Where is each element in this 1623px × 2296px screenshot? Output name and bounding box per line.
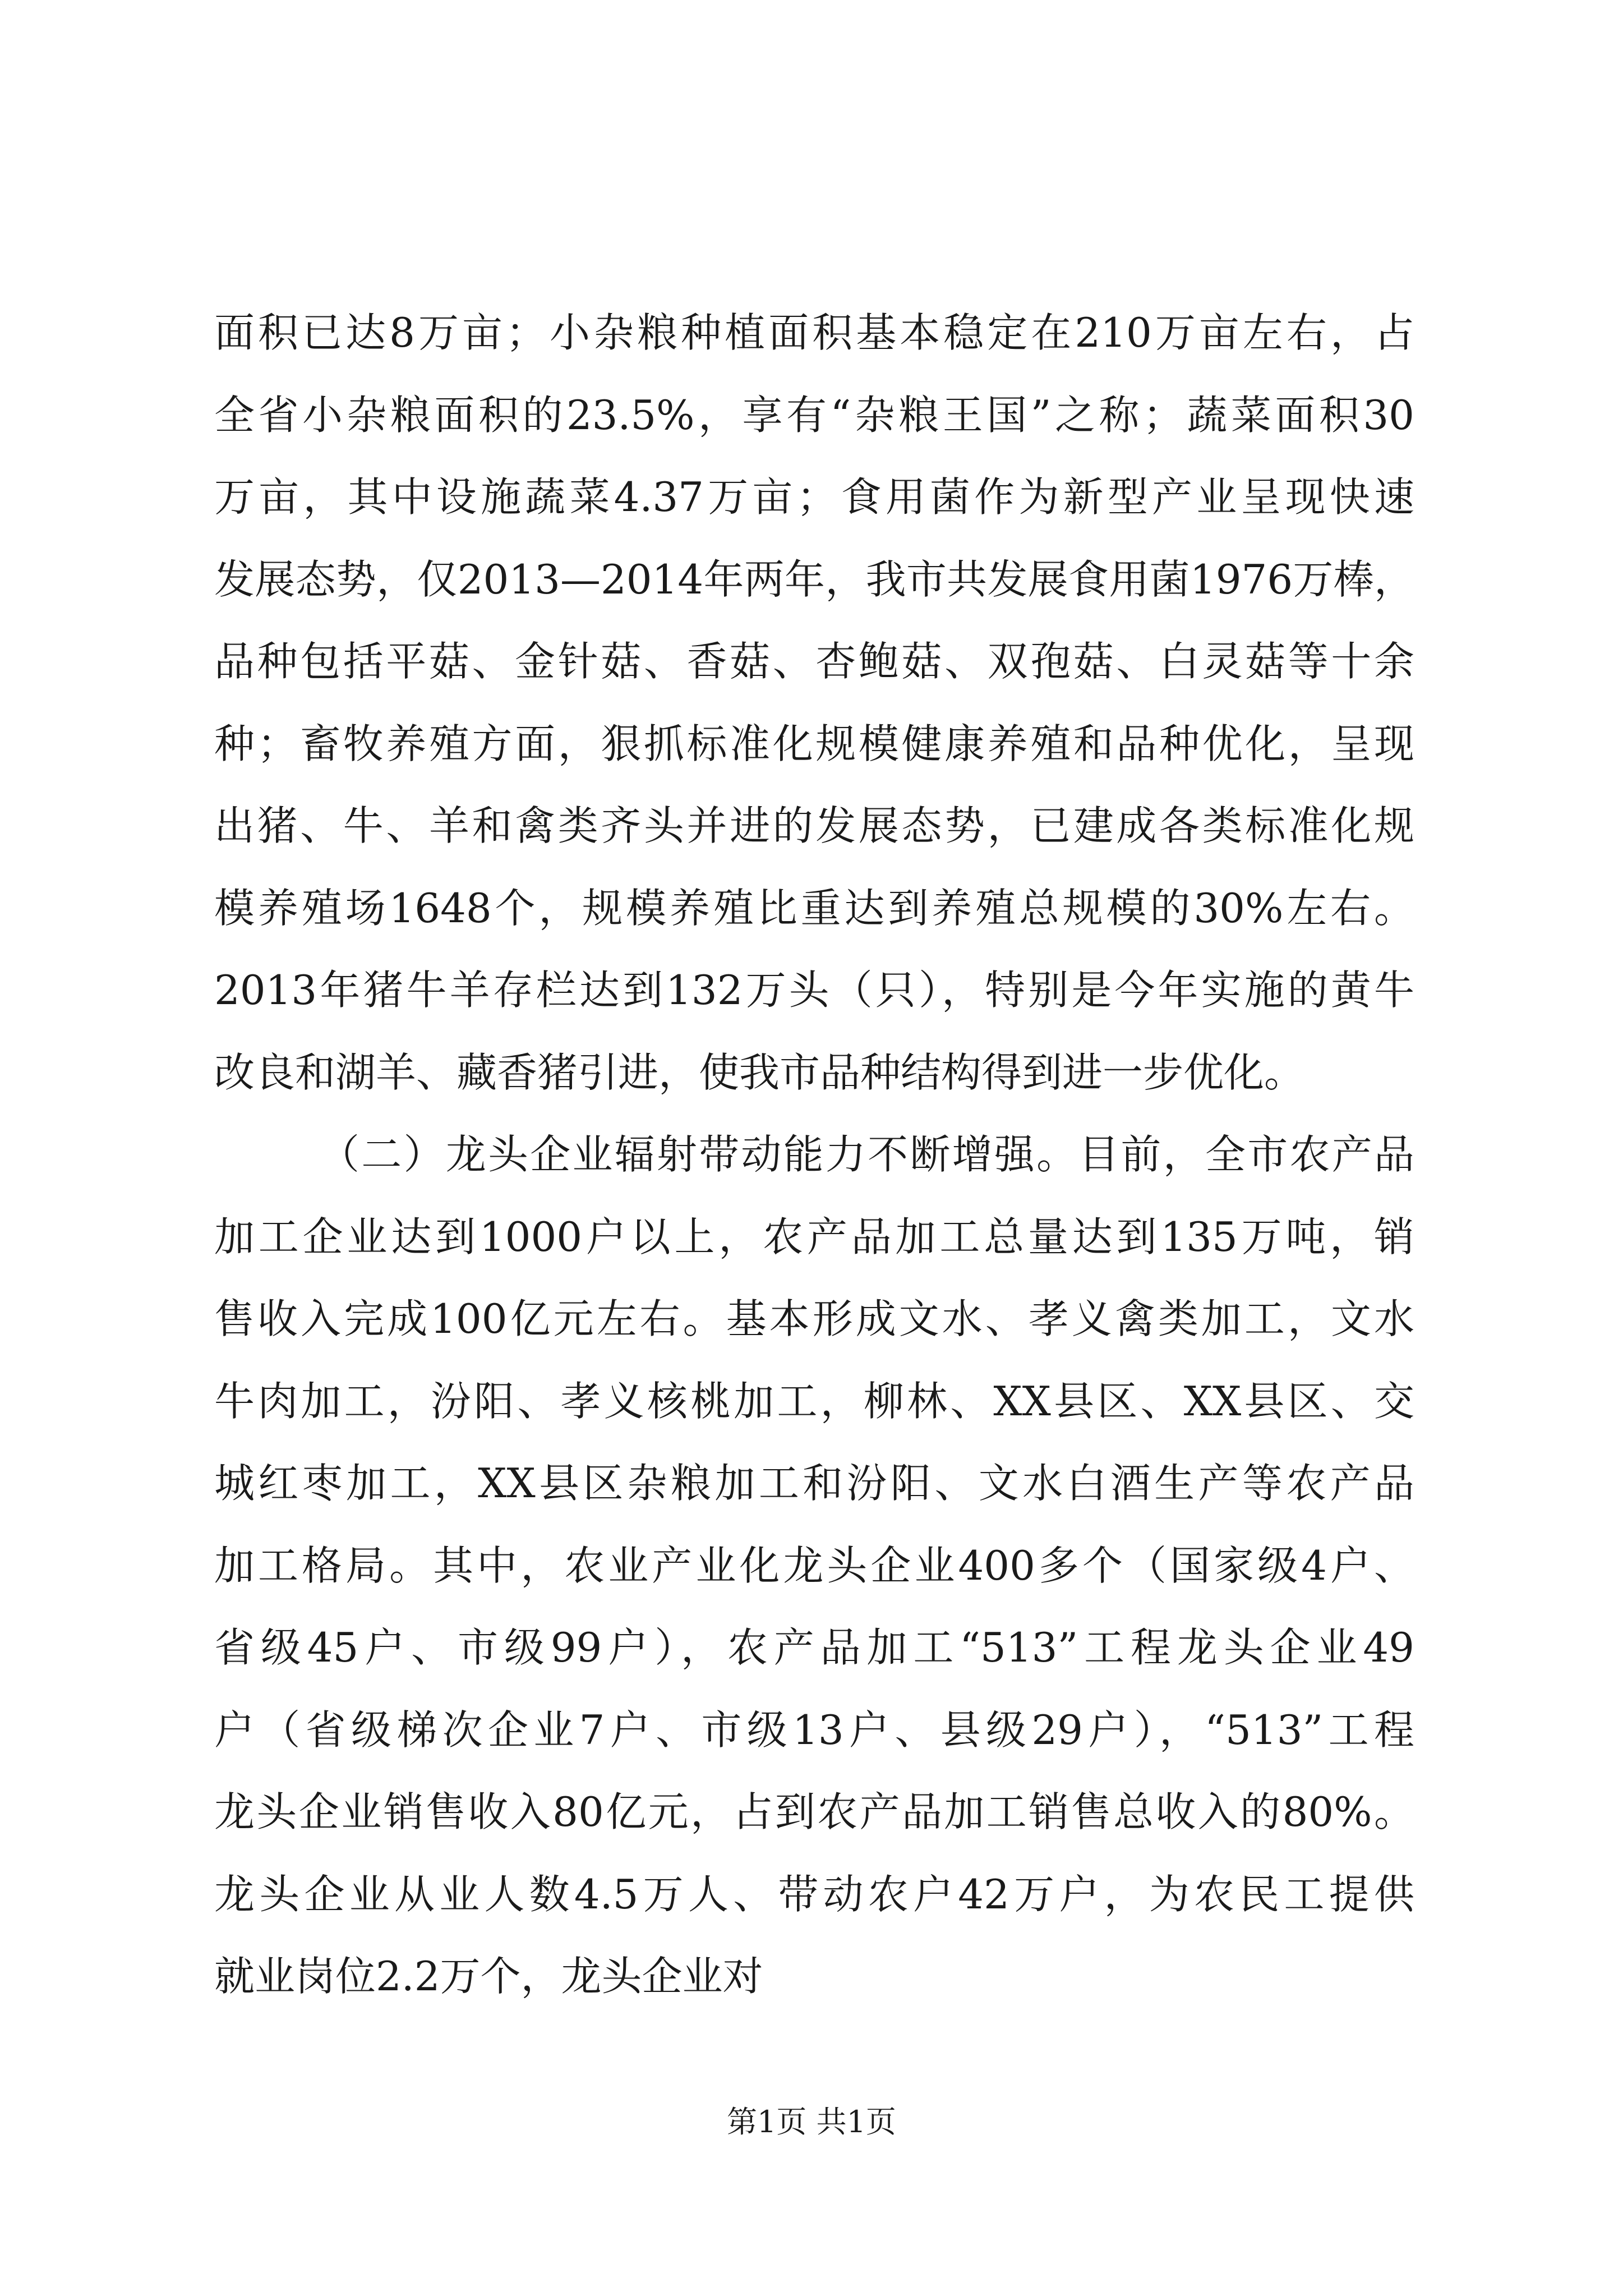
text-line: 户（省级梯次企业7户、市级13户、县级29户），“513”工程: [214, 1706, 1414, 1754]
text-line: 品种包括平菇、金针菇、香菇、杏鲍菇、双孢菇、白灵菇等十余: [214, 638, 1414, 685]
text-line: 城红枣加工，XX县区杂粮加工和汾阳、文水白酒生产等农产品: [214, 1460, 1414, 1507]
text-line: 牛肉加工，汾阳、孝义核桃加工，柳林、XX县区、XX县区、交: [214, 1377, 1414, 1425]
text-line: 万亩，其中设施蔬菜4.37万亩；食用菌作为新型产业呈现快速: [214, 473, 1414, 521]
text-line: 面积已达8万亩；小杂粮种植面积基本稳定在210万亩左右，占: [214, 309, 1414, 356]
text-line: 加工企业达到1000户以上，农产品加工总量达到135万吨，销: [214, 1213, 1414, 1260]
text-line: 改良和湖羊、藏香猪引进，使我市品种结构得到进一步优化。: [214, 1048, 1305, 1096]
paragraph-start-line: （二）龙头企业辐射带动能力不断增强。目前，全市农产品: [319, 1131, 1414, 1178]
text-line: 全省小杂粮面积的23.5%，享有“杂粮王国”之称；蔬菜面积30: [214, 391, 1414, 439]
page-footer: [0, 2102, 1623, 2142]
text-line: 种；畜牧养殖方面，狠抓标准化规模健康养殖和品种优化，呈现: [214, 720, 1414, 767]
text-line: 出猪、牛、羊和禽类齐头并进的发展态势，已建成各类标准化规: [214, 802, 1414, 849]
document-body: [214, 292, 1414, 2018]
text-line: 就业岗位2.2万个，龙头企业对: [214, 1953, 763, 2000]
text-line: 省级45户、市级99户），农产品加工“513”工程龙头企业49: [214, 1624, 1414, 1671]
text-line: 加工格局。其中，农业产业化龙头企业400多个（国家级4户、: [214, 1542, 1414, 1589]
text-line: 2013年猪牛羊存栏达到132万头（只），特别是今年实施的黄牛: [214, 967, 1414, 1014]
text-line: 发展态势，仅2013—2014年两年，我市共发展食用菌1976万棒，: [214, 555, 1414, 603]
text-line: 售收入完成100亿元左右。基本形成文水、孝义禽类加工，文水: [214, 1295, 1414, 1342]
text-line: 龙头企业销售收入80亿元，占到农产品加工销售总收入的80%。: [214, 1788, 1414, 1835]
page-number: 第1页 共1页: [727, 2104, 896, 2139]
text-line: 龙头企业从业人数4.5万人、带动农户42万户，为农民工提供: [214, 1870, 1414, 1918]
text-line: 模养殖场1648个，规模养殖比重达到养殖总规模的30%左右。: [214, 884, 1414, 932]
